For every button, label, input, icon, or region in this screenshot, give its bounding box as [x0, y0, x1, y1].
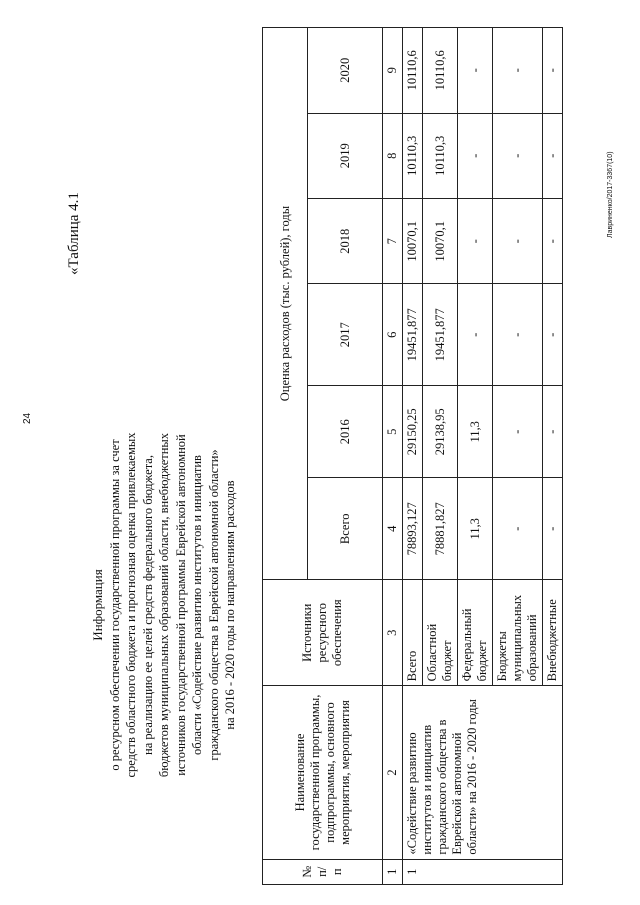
document-heading [90, 335, 239, 875]
header-row [263, 28, 308, 885]
value-cell: - [493, 284, 543, 386]
rotated-page-content [30, 25, 630, 885]
index-cell: 9 [383, 28, 403, 114]
value-cell: - [543, 113, 563, 198]
page-number: 24 [22, 412, 33, 424]
index-cell: 6 [383, 284, 403, 386]
value-cell: - [543, 478, 563, 580]
value-cell: 19451,877 [403, 284, 423, 386]
header-name: Наименование государственной программы, подпрограммы, основного мероприятия, мероприятия [263, 686, 383, 859]
table-label: «Таблица 4.1 [66, 192, 82, 275]
header-year: 2018 [308, 199, 383, 284]
heading-line: области «Содействие развитию институтов и инициатив [190, 455, 204, 755]
value-cell: 11,3 [458, 478, 493, 580]
header-sources: Источники ресурсного обеспечения [263, 580, 383, 686]
heading-line: гражданского общества в Еврейской автономной области» [206, 449, 221, 761]
header-year: 2017 [308, 284, 383, 386]
value-cell: - [458, 199, 493, 284]
value-cell: - [543, 28, 563, 114]
header-year: 2020 [308, 28, 383, 114]
value-cell: 78881,827 [423, 478, 458, 580]
document-code: Лавриненко/2017-3367(10) [607, 151, 614, 238]
index-cell: 2 [383, 686, 403, 859]
source-cell: Бюджеты муниципальных образований [493, 580, 543, 686]
value-cell: - [493, 199, 543, 284]
heading-line: на реализацию ее целей средств федерального бюджета, [140, 455, 155, 755]
value-cell: 29150,25 [403, 386, 423, 478]
index-cell: 3 [383, 580, 403, 686]
value-cell: 78893,127 [403, 478, 423, 580]
value-cell: 10110,3 [423, 113, 458, 198]
value-cell: 29138,95 [423, 386, 458, 478]
value-cell: 10070,1 [403, 199, 423, 284]
value-cell: - [458, 28, 493, 114]
value-cell: - [458, 113, 493, 198]
index-cell: 4 [383, 478, 403, 580]
heading-line: средств областного бюджета и прогнозная оценка привлекаемых [124, 432, 138, 778]
table-row [403, 28, 423, 885]
value-cell: 10070,1 [423, 199, 458, 284]
value-cell: 10110,3 [403, 113, 423, 198]
header-year: 2019 [308, 113, 383, 198]
value-cell: - [543, 199, 563, 284]
heading-line: источников государственной программы Еврейской автономной [173, 434, 188, 776]
value-cell: - [458, 284, 493, 386]
header-total: Всего [308, 478, 383, 580]
value-cell: - [543, 386, 563, 478]
index-cell: 8 [383, 113, 403, 198]
source-cell: Областной бюджет [423, 580, 458, 686]
value-cell: 10110,6 [403, 28, 423, 114]
source-cell: Внебюджетные [543, 580, 563, 686]
index-cell: 5 [383, 386, 403, 478]
index-row [383, 28, 403, 885]
value-cell: - [493, 478, 543, 580]
value-cell: - [493, 386, 543, 478]
index-cell: 7 [383, 199, 403, 284]
header-year: 2016 [308, 386, 383, 478]
index-cell: 1 [383, 859, 403, 884]
program-name: «Содействие развитию институтов и инициатив гражданского общества в Еврейской автономной области» на 2016 - 2020 годы [403, 686, 563, 859]
heading-title: Информация [90, 569, 105, 641]
heading-line: бюджетов муниципальных образований области, внебюджетных [157, 432, 171, 778]
heading-line: на 2016 - 2020 годы по направлениям расходов [223, 480, 237, 730]
value-cell: - [493, 28, 543, 114]
source-cell: Федеральный бюджет [458, 580, 493, 686]
source-cell: Всего [403, 580, 423, 686]
header-estimate: Оценка расходов (тыс. рублей), годы [263, 28, 308, 580]
value-cell: 10110,6 [423, 28, 458, 114]
program-num: 1 [403, 859, 563, 884]
value-cell: - [543, 284, 563, 386]
value-cell: - [493, 113, 543, 198]
header-num: № п/п [263, 859, 383, 884]
value-cell: 19451,877 [423, 284, 458, 386]
resource-table [262, 27, 563, 885]
value-cell: 11,3 [458, 386, 493, 478]
heading-line: о ресурсном обеспечении государственной программы за счет [107, 439, 122, 771]
